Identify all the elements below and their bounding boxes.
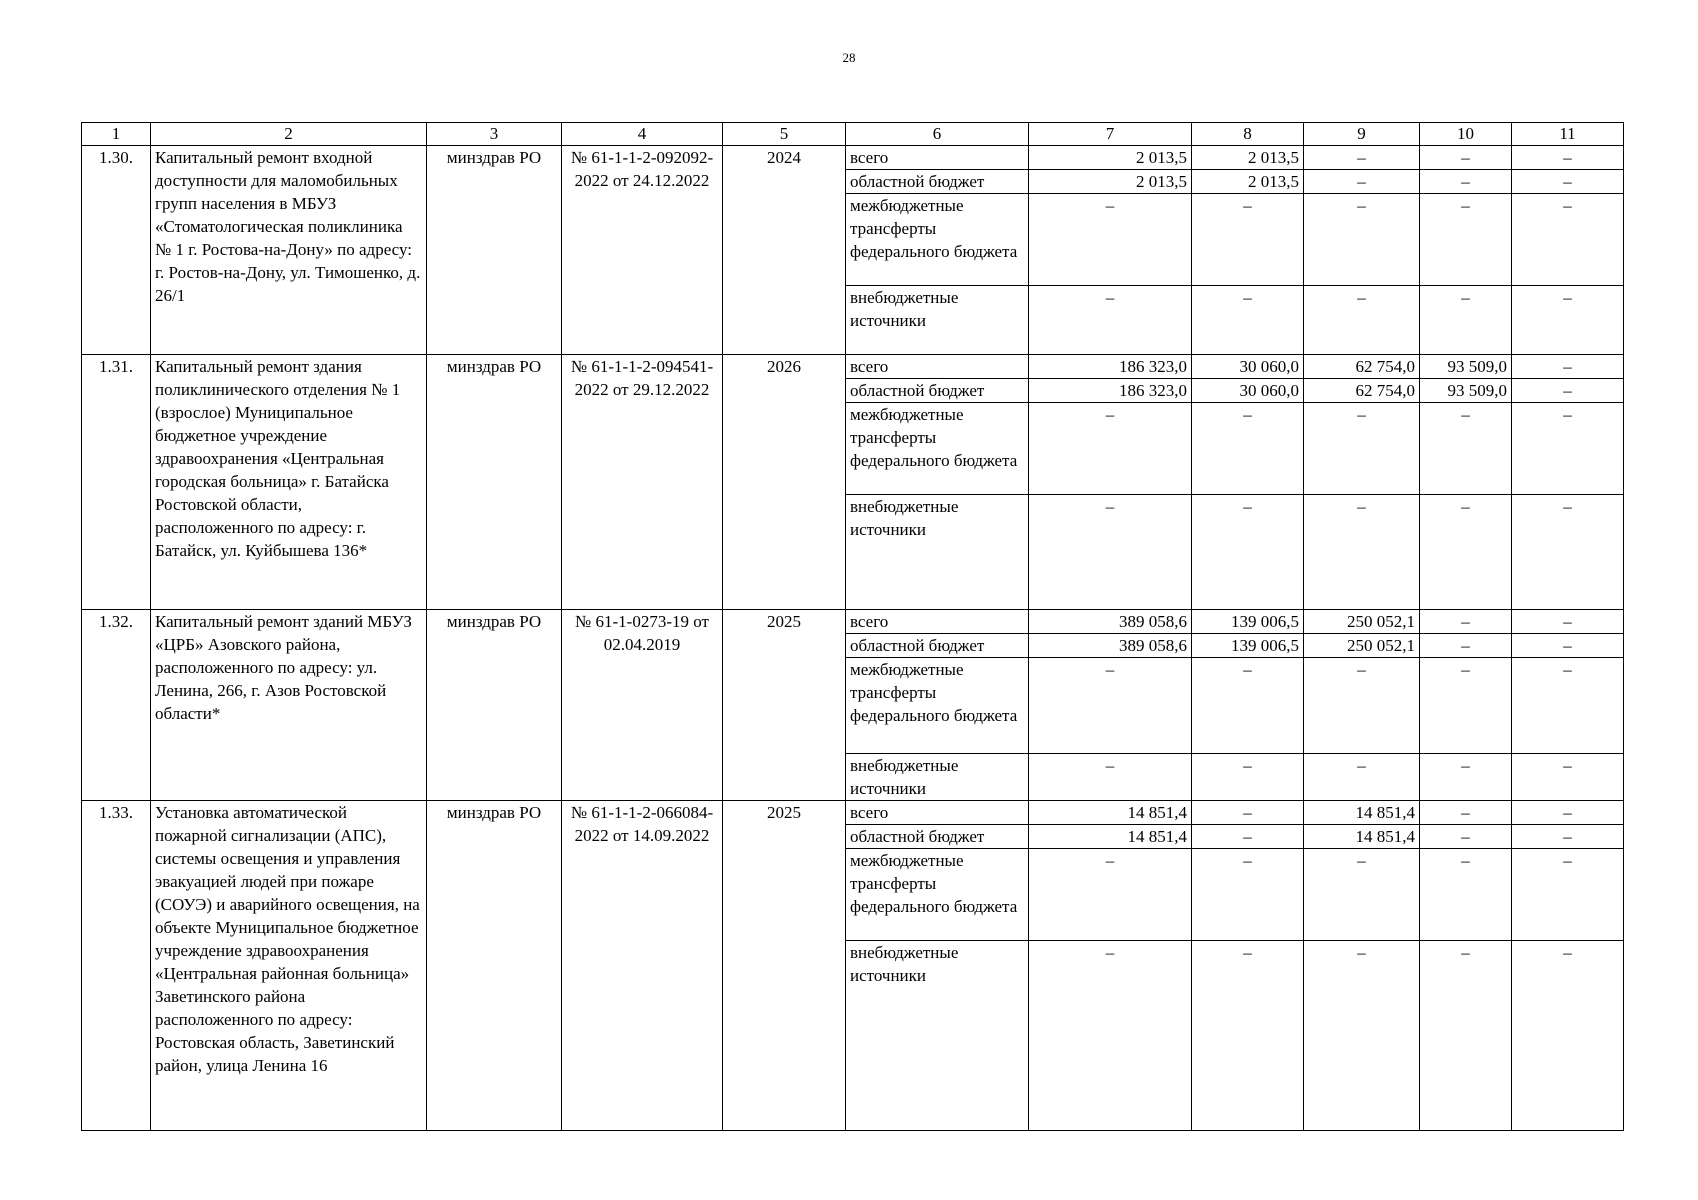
row-number: 1.33. [82,801,151,1131]
source-label: внебюджетные источники [846,941,1029,1131]
customer: минздрав РО [427,610,562,801]
value-cell: – [1192,825,1304,849]
value-cell: – [1192,286,1304,355]
source-label: всего [846,801,1029,825]
source-label: всего [846,355,1029,379]
document-ref: № 61-1-1-2-092092-2022 от 24.12.2022 [562,146,723,355]
source-label: всего [846,146,1029,170]
value-cell: – [1420,849,1512,941]
value-cell: – [1420,658,1512,754]
value-cell: – [1512,286,1624,355]
value-cell: – [1304,495,1420,610]
value-cell: 250 052,1 [1304,610,1420,634]
value-cell: – [1029,495,1192,610]
document-ref: № 61-1-1-2-094541-2022 от 29.12.2022 [562,355,723,610]
value-cell: – [1304,194,1420,286]
source-label: всего [846,610,1029,634]
table-row [82,801,1624,825]
value-cell: – [1029,754,1192,801]
value-cell: – [1512,194,1624,286]
value-cell: 250 052,1 [1304,634,1420,658]
value-cell: 2 013,5 [1029,146,1192,170]
funding-table [81,122,1624,1131]
year: 2025 [723,801,846,1131]
value-cell: – [1304,170,1420,194]
column-header: 5 [723,123,846,146]
table-row [82,355,1624,379]
value-cell: 62 754,0 [1304,379,1420,403]
value-cell: – [1420,403,1512,495]
value-cell: 93 509,0 [1420,355,1512,379]
year: 2026 [723,355,846,610]
value-cell: – [1192,658,1304,754]
value-cell: 30 060,0 [1192,355,1304,379]
value-cell: – [1420,170,1512,194]
customer: минздрав РО [427,801,562,1131]
value-cell: – [1304,941,1420,1131]
value-cell: 14 851,4 [1304,801,1420,825]
object-name: Капитальный ремонт зданий МБУЗ «ЦРБ» Азовского района, расположенного по адресу: ул. Ленина, 266, г. Азов Ростовской области* [151,610,427,801]
object-name: Капитальный ремонт входной доступности для маломобильных групп населения в МБУЗ «Стоматологическая поликлиника № 1 г. Ростова-на-Дону» по адресу: г. Ростов-на-Дону, ул. Тимошенко, д. 26/1 [151,146,427,355]
value-cell: – [1512,825,1624,849]
value-cell: – [1304,658,1420,754]
value-cell: – [1512,658,1624,754]
column-header: 10 [1420,123,1512,146]
value-cell: – [1192,849,1304,941]
value-cell: – [1192,194,1304,286]
value-cell: – [1512,754,1624,801]
value-cell: 14 851,4 [1029,825,1192,849]
value-cell: – [1420,801,1512,825]
value-cell: 389 058,6 [1029,634,1192,658]
value-cell: – [1304,849,1420,941]
value-cell: – [1420,146,1512,170]
value-cell: – [1512,941,1624,1131]
value-cell: 186 323,0 [1029,355,1192,379]
value-cell: – [1512,146,1624,170]
object-name: Капитальный ремонт здания поликлинического отделения № 1 (взрослое) Муниципальное бюджетное учреждение здравоохранения «Центральная городская больница» г. Батайска Ростовской области, расположенного по адресу: г. Батайск, ул. Куйбышева 136* [151,355,427,610]
value-cell: – [1304,286,1420,355]
source-label: межбюджетные трансферты федерального бюджета [846,403,1029,495]
value-cell: – [1420,754,1512,801]
source-label: внебюджетные источники [846,286,1029,355]
customer: минздрав РО [427,146,562,355]
value-cell: – [1512,379,1624,403]
value-cell: – [1420,825,1512,849]
value-cell: – [1304,146,1420,170]
table-row [82,610,1624,634]
column-header: 1 [82,123,151,146]
value-cell: – [1029,286,1192,355]
value-cell: – [1029,403,1192,495]
document-ref: № 61-1-0273-19 от 02.04.2019 [562,610,723,801]
value-cell: – [1512,495,1624,610]
page-number: 28 [842,50,856,65]
column-header: 11 [1512,123,1624,146]
value-cell: 2 013,5 [1192,146,1304,170]
value-cell: 30 060,0 [1192,379,1304,403]
value-cell: – [1512,403,1624,495]
value-cell: 2 013,5 [1192,170,1304,194]
value-cell: – [1512,355,1624,379]
value-cell: 93 509,0 [1420,379,1512,403]
object-name: Установка автоматической пожарной сигнализации (АПС), системы освещения и управления эвакуацией людей при пожаре (СОУЭ) и аварийного освещения, на объекте Муниципальное бюджетное учреждение здравоохранения «Центральная районная больница» Заветинского района расположенного по адресу: Ростовская область, Заветинский район, улица Ленина 16 [151,801,427,1131]
value-cell: – [1512,610,1624,634]
value-cell: – [1192,801,1304,825]
value-cell: – [1420,194,1512,286]
source-label: межбюджетные трансферты федерального бюджета [846,849,1029,941]
value-cell: – [1512,170,1624,194]
year: 2024 [723,146,846,355]
value-cell: – [1192,941,1304,1131]
column-header: 8 [1192,123,1304,146]
source-label: внебюджетные источники [846,754,1029,801]
value-cell: – [1304,403,1420,495]
source-label: областной бюджет [846,379,1029,403]
source-label: областной бюджет [846,170,1029,194]
value-cell: – [1029,658,1192,754]
column-header: 6 [846,123,1029,146]
value-cell: – [1512,634,1624,658]
value-cell: 186 323,0 [1029,379,1192,403]
value-cell: 14 851,4 [1029,801,1192,825]
customer: минздрав РО [427,355,562,610]
source-label: областной бюджет [846,634,1029,658]
value-cell: – [1420,941,1512,1131]
value-cell: – [1029,194,1192,286]
value-cell: 2 013,5 [1029,170,1192,194]
column-header: 9 [1304,123,1420,146]
source-label: межбюджетные трансферты федерального бюджета [846,658,1029,754]
value-cell: – [1192,754,1304,801]
value-cell: – [1512,801,1624,825]
value-cell: 62 754,0 [1304,355,1420,379]
value-cell: 139 006,5 [1192,610,1304,634]
row-number: 1.31. [82,355,151,610]
value-cell: – [1420,286,1512,355]
column-number-row [82,123,1624,146]
value-cell: – [1512,849,1624,941]
value-cell: – [1029,849,1192,941]
value-cell: 139 006,5 [1192,634,1304,658]
source-label: межбюджетные трансферты федерального бюджета [846,194,1029,286]
row-number: 1.32. [82,610,151,801]
value-cell: – [1420,495,1512,610]
value-cell: 389 058,6 [1029,610,1192,634]
table-row [82,146,1624,170]
column-header: 3 [427,123,562,146]
column-header: 4 [562,123,723,146]
value-cell: – [1192,495,1304,610]
value-cell: – [1420,610,1512,634]
source-label: внебюджетные источники [846,495,1029,610]
value-cell: – [1029,941,1192,1131]
column-header: 2 [151,123,427,146]
year: 2025 [723,610,846,801]
value-cell: – [1304,754,1420,801]
value-cell: – [1192,403,1304,495]
value-cell: 14 851,4 [1304,825,1420,849]
value-cell: – [1420,634,1512,658]
source-label: областной бюджет [846,825,1029,849]
row-number: 1.30. [82,146,151,355]
document-ref: № 61-1-1-2-066084-2022 от 14.09.2022 [562,801,723,1131]
column-header: 7 [1029,123,1192,146]
